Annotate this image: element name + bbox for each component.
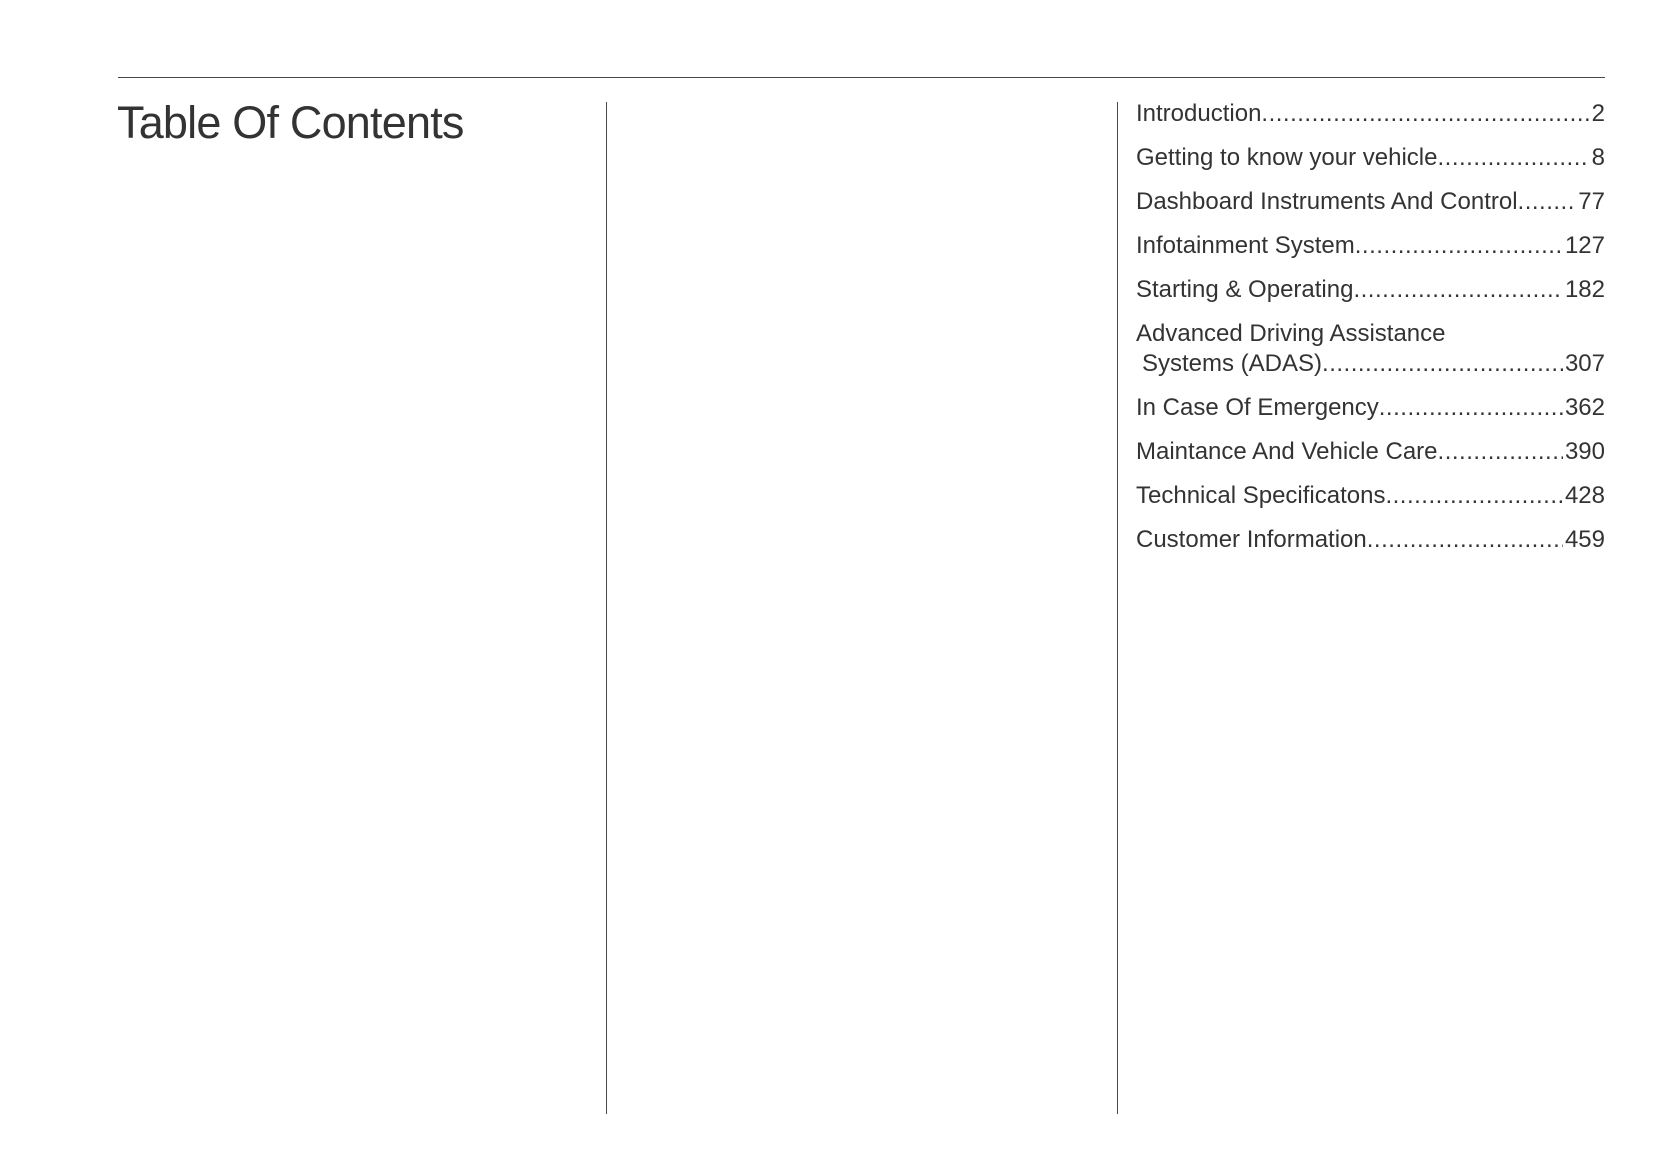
toc-entry-label: Maintance And Vehicle Care bbox=[1136, 438, 1438, 465]
toc-entry-technical[interactable] bbox=[1136, 481, 1605, 511]
toc-entry-label: Dashboard Instruments And Control bbox=[1136, 188, 1518, 215]
toc-item-getting-to-know bbox=[1136, 143, 1605, 173]
dot-leader bbox=[1355, 231, 1563, 261]
dot-leader bbox=[1367, 525, 1563, 555]
header-rule bbox=[118, 77, 1605, 78]
column-divider-left bbox=[606, 102, 607, 1114]
toc-entry-dashboard[interactable] bbox=[1136, 187, 1605, 217]
toc-entry-page: 2 bbox=[1591, 100, 1605, 127]
toc-entry-label: Systems (ADAS) bbox=[1142, 350, 1323, 377]
toc-entry-customer[interactable] bbox=[1136, 525, 1605, 555]
toc-item-maintenance bbox=[1136, 437, 1605, 467]
toc-item-introduction bbox=[1136, 99, 1605, 129]
toc-entry-label: Infotainment System bbox=[1136, 232, 1355, 259]
toc-entry-page: 362 bbox=[1564, 394, 1605, 421]
dot-leader bbox=[1385, 481, 1562, 511]
toc-item-technical bbox=[1136, 481, 1605, 511]
toc-entry-page: 390 bbox=[1564, 438, 1605, 465]
toc-entry-emergency[interactable] bbox=[1136, 393, 1605, 423]
column-divider-right bbox=[1117, 102, 1118, 1114]
toc-item-adas bbox=[1136, 319, 1605, 379]
toc-entry-page: 182 bbox=[1564, 276, 1605, 303]
toc-item-customer bbox=[1136, 525, 1605, 555]
dot-leader bbox=[1322, 349, 1563, 379]
toc-entry-page: 127 bbox=[1564, 232, 1605, 259]
toc-entry-label: Introduction bbox=[1136, 100, 1262, 127]
toc-item-starting bbox=[1136, 275, 1605, 305]
toc-entry-label-line1: Advanced Driving Assistance bbox=[1136, 320, 1446, 347]
toc-item-emergency bbox=[1136, 393, 1605, 423]
toc-entry-label: Getting to know your vehicle bbox=[1136, 144, 1438, 171]
page-title: Table Of Contents bbox=[117, 97, 464, 148]
toc-entry-maintenance[interactable] bbox=[1136, 437, 1605, 467]
dot-leader bbox=[1438, 437, 1563, 467]
toc-entry-page: 459 bbox=[1564, 526, 1605, 553]
toc-entry-page: 8 bbox=[1591, 144, 1605, 171]
toc-entry-infotainment[interactable] bbox=[1136, 231, 1605, 261]
dot-leader bbox=[1518, 187, 1577, 217]
toc-entry-starting[interactable] bbox=[1136, 275, 1605, 305]
toc-entry-label: Starting & Operating bbox=[1136, 276, 1354, 303]
toc-list bbox=[1136, 99, 1605, 569]
toc-entry-page: 428 bbox=[1564, 482, 1605, 509]
dot-leader bbox=[1261, 99, 1589, 129]
toc-entry-page: 307 bbox=[1564, 350, 1605, 377]
dot-leader bbox=[1353, 275, 1563, 305]
toc-item-infotainment bbox=[1136, 231, 1605, 261]
toc-entry-line2 bbox=[1136, 349, 1605, 379]
dot-leader bbox=[1379, 393, 1563, 423]
toc-entry-introduction[interactable] bbox=[1136, 99, 1605, 129]
dot-leader bbox=[1438, 143, 1590, 173]
toc-entry-getting-to-know[interactable] bbox=[1136, 143, 1605, 173]
toc-entry-label: Technical Specificatons bbox=[1136, 482, 1386, 509]
toc-entry-label: Customer Information bbox=[1136, 526, 1367, 553]
toc-item-dashboard bbox=[1136, 187, 1605, 217]
toc-entry-page: 77 bbox=[1578, 188, 1605, 215]
toc-entry-adas[interactable] bbox=[1136, 319, 1605, 379]
toc-entry-label: In Case Of Emergency bbox=[1136, 394, 1379, 421]
